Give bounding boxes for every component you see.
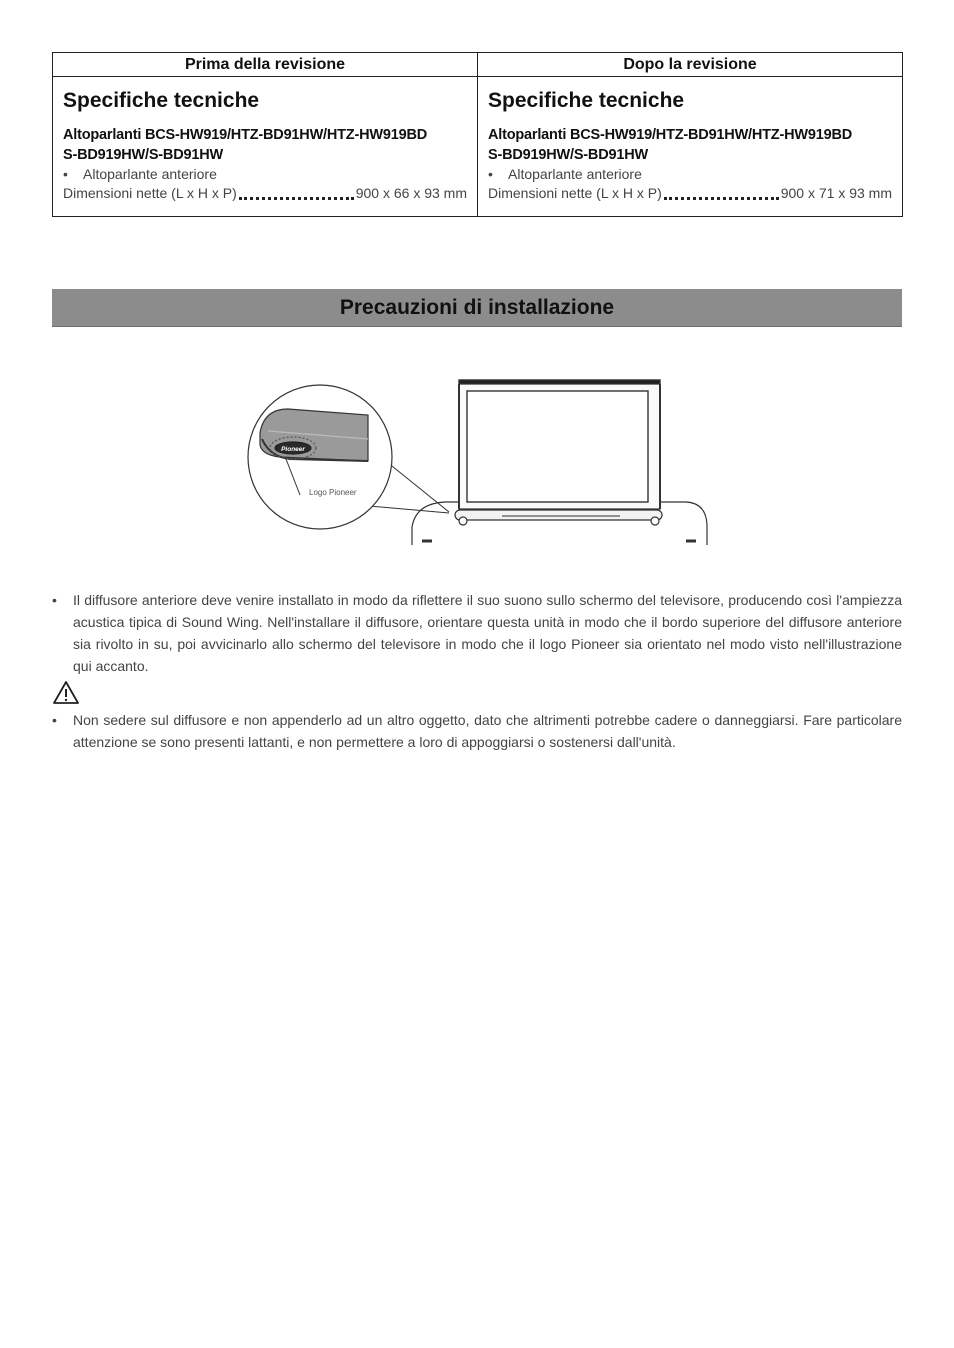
leader-dots (664, 197, 779, 200)
caution-text: Non sedere sul diffusore e non appenderlo ad un altro oggetto, dato che altrimenti potrebbe cadere o danneggiarsi. Fare particolare attenzione se sono presenti lattanti, e non permettere a loro di appoggiarsi o sostenersi dall'unità. (73, 712, 902, 750)
spec-after (478, 77, 903, 217)
front-speaker (455, 510, 662, 525)
logo-mark: Pioneer (281, 446, 305, 453)
leader-dots (239, 197, 354, 200)
warning-triangle-icon (52, 680, 80, 706)
model-line1-after: Altoparlanti BCS-HW919/HTZ-BD91HW/HTZ-HW919BD (488, 127, 852, 143)
spec-title-after: Specifiche tecniche (488, 89, 685, 112)
model-line2-before: S-BD919HW/S-BD91HW (63, 147, 223, 163)
installation-illustration (240, 375, 712, 550)
caution-paragraph (52, 709, 902, 753)
bullet: • (52, 592, 57, 608)
instruction-paragraph (52, 589, 902, 677)
spec-item-label: Altoparlante anteriore (508, 166, 642, 182)
model-line1-before: Altoparlanti BCS-HW919/HTZ-BD91HW/HTZ-HW919BD (63, 127, 427, 143)
header-before: Prima della revisione (53, 53, 478, 77)
dimension-value: 900 x 66 x 93 mm (355, 185, 467, 201)
instruction-text: Il diffusore anteriore deve venire installato in modo da riflettere il suo suono sullo schermo del televisore, producendo così l'ampiezza acustica tipica di Sound Wing. Nell'installare il diffusore, orientare questa unità in modo che il bordo superiore del diffusore anteriore sia rivolto in su, poi avvicinarlo allo schermo del televisore in modo che il logo Pioneer sia orientato nel modo visto nell'illustrazione qui accanto. (73, 592, 902, 674)
dimension-row-before (63, 184, 467, 203)
revision-table (52, 52, 903, 217)
bullet: • (63, 166, 68, 182)
dimension-label: Dimensioni nette (L x H x P) (63, 185, 237, 201)
dimension-row-after (488, 184, 892, 203)
header-after: Dopo la revisione (478, 53, 903, 77)
spec-item-after (488, 165, 892, 184)
bullet: • (52, 712, 57, 728)
spec-before (53, 77, 478, 217)
bullet: • (488, 166, 493, 182)
logo-caption: Logo Pioneer (309, 488, 357, 497)
television (459, 380, 660, 509)
dimension-label: Dimensioni nette (L x H x P) (488, 185, 662, 201)
spec-item-before (63, 165, 467, 184)
magnified-detail (248, 385, 392, 529)
spec-item-label: Altoparlante anteriore (83, 166, 217, 182)
spec-title-before: Specifiche tecniche (63, 89, 260, 112)
section-title: Precauzioni di installazione (339, 295, 615, 319)
section-header (52, 289, 902, 327)
dimension-value: 900 x 71 x 93 mm (780, 185, 892, 201)
model-line2-after: S-BD919HW/S-BD91HW (488, 147, 648, 163)
